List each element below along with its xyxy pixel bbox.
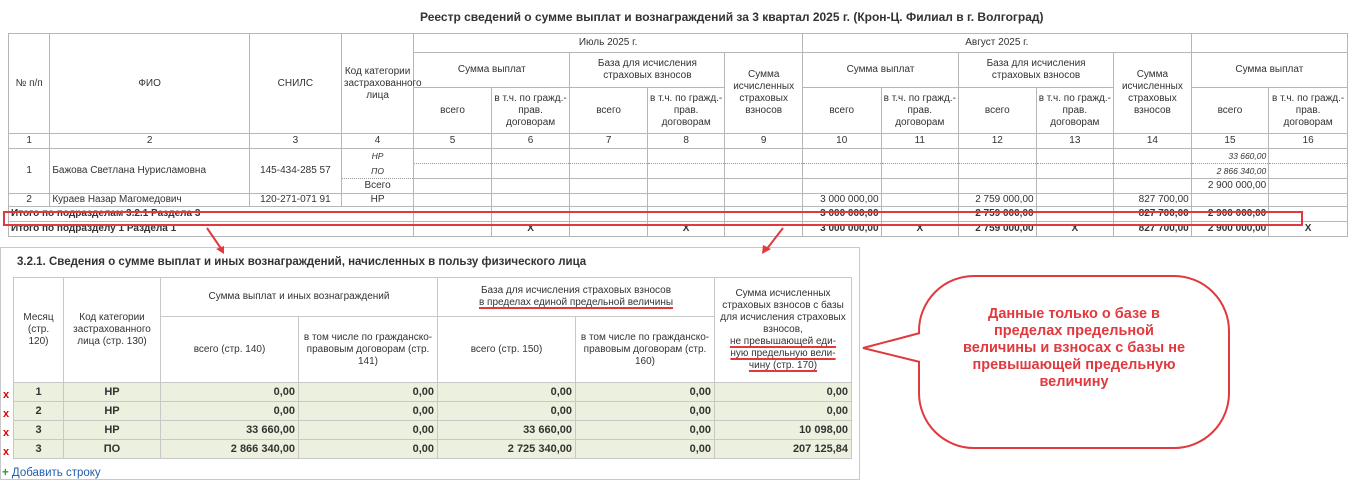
register-title: Реестр сведений о сумме выплат и вознаграждений за 3 квартал 2025 г. (Крон-Ц. Филиал в г. Волгоград) — [420, 10, 1044, 24]
col-number: 3 — [249, 134, 341, 149]
col-number: 16 — [1269, 134, 1348, 149]
table-row — [9, 194, 1348, 207]
header-total: всего — [959, 88, 1037, 134]
col-number: 2 — [50, 134, 250, 149]
cell-value: 2 866 340,00 — [1191, 164, 1269, 179]
cross-mark: X — [491, 222, 570, 237]
header-month-july: Июль 2025 г. — [414, 34, 803, 53]
header-gpd-160: в том числе по гражданско-правовым договорам (стр. 160) — [576, 317, 715, 383]
total-label: Итого по подразделу 1 Раздела 1 — [9, 222, 414, 237]
col-number: 4 — [341, 134, 413, 149]
total-label: Итого по подразделам 3.2.1 Раздела 3 — [9, 207, 414, 222]
cell-value: 827 700,00 — [1114, 194, 1192, 207]
col-number: 12 — [959, 134, 1037, 149]
person-snils: 145-434-285 57 — [249, 149, 341, 194]
table-row — [9, 149, 1348, 164]
header-contrib-line4: чину (стр. 170) — [748, 360, 818, 371]
col-number: 9 — [725, 134, 803, 149]
month-cell[interactable]: 3 — [14, 421, 64, 440]
category-code: Всего — [341, 179, 413, 194]
table-row[interactable] — [14, 383, 852, 402]
cross-mark: X — [647, 222, 725, 237]
header-snils: СНИЛС — [249, 34, 341, 134]
col-number: 8 — [647, 134, 725, 149]
callout-pointer — [863, 333, 920, 362]
header-contrib — [715, 278, 852, 383]
value-cell[interactable]: 0,00 — [715, 402, 852, 421]
header-base — [438, 278, 715, 317]
callout-pointer-fill — [863, 333, 920, 362]
value-cell[interactable]: 0,00 — [576, 421, 715, 440]
cross-mark: X — [1269, 222, 1348, 237]
col-number: 14 — [1114, 134, 1192, 149]
add-row-link[interactable] — [2, 467, 101, 479]
value-cell[interactable]: 2 866 340,00 — [161, 440, 299, 459]
header-payments: Сумма выплат и иных вознаграждений — [161, 278, 438, 317]
cell-value: 3 000 000,00 — [802, 222, 881, 237]
header-total: всего — [570, 88, 648, 134]
delete-row-icon[interactable]: x — [3, 408, 10, 420]
delete-row-icon[interactable]: x — [3, 446, 10, 458]
col-number: 11 — [881, 134, 959, 149]
header-gpd-141: в том числе по гражданско-правовым договорам (стр. 141) — [299, 317, 438, 383]
header-contrib-line3: ную предельную вели- — [730, 348, 836, 359]
person-num: 2 — [9, 194, 50, 207]
header-contrib-line1: Сумма исчисленных страховых взносов с базы для исчисления страховых взносов, — [720, 288, 846, 335]
value-cell[interactable]: 207 125,84 — [715, 440, 852, 459]
header-gpd: в т.ч. по гражд.-прав. договорам — [881, 88, 959, 134]
header-base: База для исчисления страховых взносов — [570, 53, 725, 88]
month-cell[interactable]: 3 — [14, 440, 64, 459]
cell-value: 3 000 000,00 — [802, 207, 881, 222]
value-cell[interactable]: 0,00 — [438, 383, 576, 402]
col-number: 10 — [802, 134, 881, 149]
col-number: 15 — [1191, 134, 1269, 149]
table-row[interactable] — [14, 421, 852, 440]
header-category: Код категории застрахованного лица — [341, 34, 413, 134]
month-cell[interactable]: 1 — [14, 383, 64, 402]
header-payments: Сумма выплат — [802, 53, 958, 88]
category-cell[interactable]: НР — [64, 421, 161, 440]
header-total-150: всего (стр. 150) — [438, 317, 576, 383]
value-cell[interactable]: 0,00 — [161, 402, 299, 421]
value-cell[interactable]: 0,00 — [299, 421, 438, 440]
total-row — [9, 207, 1348, 222]
person-num: 1 — [9, 149, 50, 194]
col-number: 7 — [570, 134, 648, 149]
section-table — [13, 277, 852, 459]
header-total-140: всего (стр. 140) — [161, 317, 299, 383]
header-total: всего — [802, 88, 881, 134]
cross-mark: X — [881, 222, 959, 237]
category-cell[interactable]: ПО — [64, 440, 161, 459]
header-base: База для исчисления страховых взносов — [959, 53, 1114, 88]
col-number: 13 — [1036, 134, 1114, 149]
cell-value: 827 700,00 — [1114, 222, 1192, 237]
cell-value: 827 700,00 — [1114, 207, 1192, 222]
callout-text: Данные только о базе в пределах предельной величины и взносах с базы не превышающей предельную величину — [962, 306, 1186, 390]
delete-row-icon[interactable]: x — [3, 427, 10, 439]
cell-value: 33 660,00 — [1191, 149, 1269, 164]
col-number: 6 — [491, 134, 570, 149]
category-code: НР — [341, 194, 413, 207]
section-title: 3.2.1. Сведения о сумме выплат и иных вознаграждений, начисленных в пользу физического лица — [17, 256, 587, 268]
header-gpd: в т.ч. по гражд.-прав. договорам — [1269, 88, 1348, 134]
cell-value: 2 759 000,00 — [959, 222, 1037, 237]
add-row-label: Добавить строку — [11, 467, 101, 479]
person-fio: Бажова Светлана Нурисламовна — [50, 149, 250, 194]
callout-bubble — [918, 275, 1230, 449]
register-table — [8, 33, 1348, 237]
cell-value: 3 000 000,00 — [802, 194, 881, 207]
header-gpd: в т.ч. по гражд.-прав. договорам — [491, 88, 570, 134]
value-cell[interactable]: 33 660,00 — [161, 421, 299, 440]
cell-value: 2 759 000,00 — [959, 207, 1037, 222]
cell-value: 2 900 000,00 — [1191, 179, 1269, 194]
value-cell[interactable]: 0,00 — [576, 402, 715, 421]
value-cell[interactable]: 0,00 — [438, 402, 576, 421]
header-payments: Сумма выплат — [414, 53, 570, 88]
category-code: НР — [341, 149, 413, 164]
header-contrib-line2: не превышающей еди- — [729, 336, 837, 347]
value-cell[interactable]: 33 660,00 — [438, 421, 576, 440]
category-cell[interactable]: НР — [64, 402, 161, 421]
value-cell[interactable]: 0,00 — [161, 383, 299, 402]
header-contrib: Сумма исчисленных страховых взносов — [1114, 53, 1192, 134]
header-total: всего — [414, 88, 492, 134]
plus-icon: + — [2, 467, 9, 479]
header-base-line1: База для исчисления страховых взносов — [480, 285, 672, 296]
header-contrib: Сумма исчисленных страховых взносов — [725, 53, 803, 134]
col-number: 1 — [9, 134, 50, 149]
category-code: ПО — [341, 164, 413, 179]
month-cell[interactable]: 2 — [14, 402, 64, 421]
header-base-line2: в пределах единой предельной величины — [478, 297, 674, 308]
value-cell[interactable]: 2 725 340,00 — [438, 440, 576, 459]
header-fio: ФИО — [50, 34, 250, 134]
col-number: 5 — [414, 134, 492, 149]
header-month: Месяц (стр. 120) — [14, 278, 64, 383]
person-fio: Кураев Назар Магомедович — [50, 194, 250, 207]
total-row — [9, 222, 1348, 237]
table-row[interactable] — [14, 402, 852, 421]
table-row[interactable] — [14, 440, 852, 459]
delete-row-icon[interactable]: x — [3, 389, 10, 401]
header-total: всего — [1191, 88, 1269, 134]
person-snils: 120-271-071 91 — [249, 194, 341, 207]
value-cell[interactable]: 10 098,00 — [715, 421, 852, 440]
header-category: Код категории застрахованного лица (стр. 130) — [64, 278, 161, 383]
header-month-september — [1191, 34, 1347, 53]
value-cell[interactable]: 0,00 — [715, 383, 852, 402]
section-panel — [0, 247, 860, 480]
header-gpd: в т.ч. по гражд.-прав. договорам — [647, 88, 725, 134]
header-num: № п/п — [9, 34, 50, 134]
column-number-row — [9, 134, 1348, 149]
header-gpd: в т.ч. по гражд.-прав. договорам — [1036, 88, 1114, 134]
cross-mark: X — [1036, 222, 1114, 237]
cell-value: 2 900 000,00 — [1191, 222, 1269, 237]
cell-value: 2 759 000,00 — [959, 194, 1037, 207]
value-cell[interactable]: 0,00 — [299, 440, 438, 459]
category-cell[interactable]: НР — [64, 383, 161, 402]
cell-value: 2 900 000,00 — [1191, 207, 1269, 222]
value-cell[interactable]: 0,00 — [576, 383, 715, 402]
header-payments: Сумма выплат — [1191, 53, 1347, 88]
value-cell[interactable]: 0,00 — [576, 440, 715, 459]
header-month-august: Август 2025 г. — [802, 34, 1191, 53]
value-cell[interactable]: 0,00 — [299, 402, 438, 421]
value-cell[interactable]: 0,00 — [299, 383, 438, 402]
